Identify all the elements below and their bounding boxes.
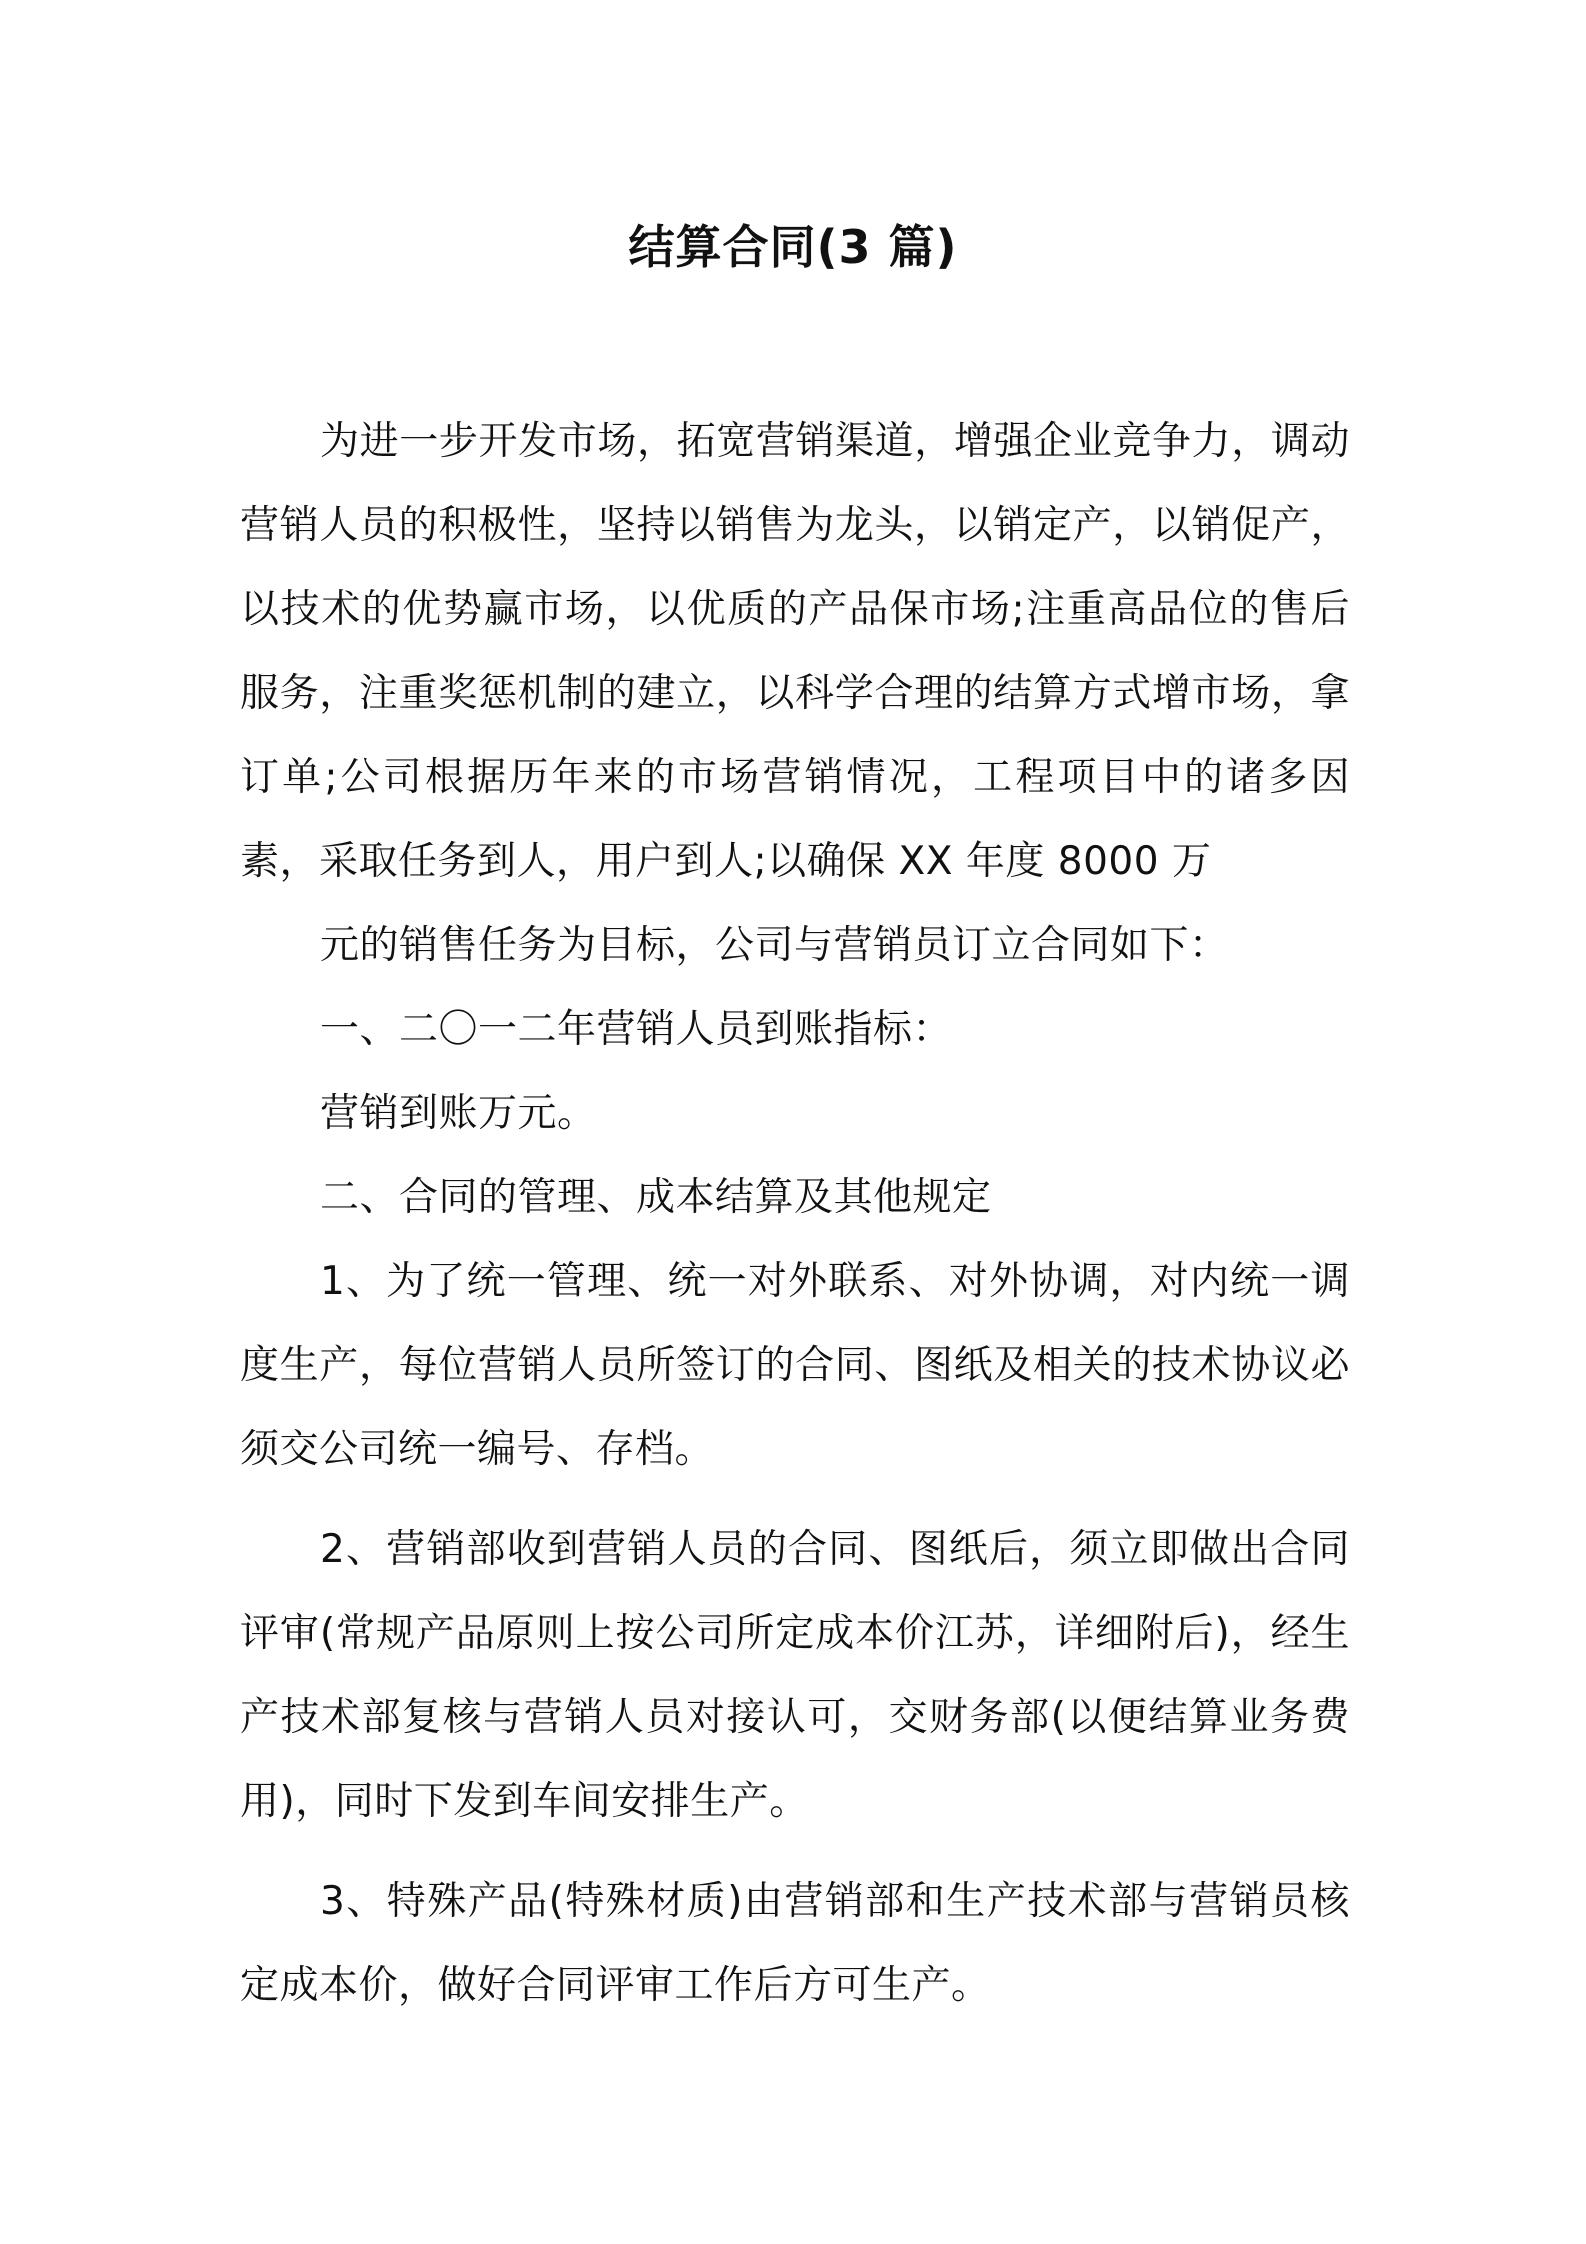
paragraph-target: 元的销售任务为目标，公司与营销员订立合同如下： <box>320 923 1229 968</box>
paragraph-clause-1: 1、为了统一管理、统一对外联系、对外协调，对内统一调度生产，每位营销人员所签订的合同、图纸及相关的技术协议必须交公司统一编号、存档。 <box>240 1259 1350 1472</box>
paragraph-section-one-heading: 一、二〇一二年营销人员到账指标： <box>320 1007 953 1052</box>
paragraph-clause-3: 3、特殊产品(特殊材质)由营销部和生产技术部与营销员核定成本价，做好合同评审工作后方可生产。 <box>240 1879 1350 2008</box>
document-body <box>240 400 1350 2028</box>
paragraph-section-two-heading: 二、合同的管理、成本结算及其他规定 <box>320 1175 992 1220</box>
document-title: 结算合同(3 篇) <box>628 220 958 274</box>
paragraph-intro: 为进一步开发市场，拓宽营销渠道，增强企业竞争力，调动营销人员的积极性，坚持以销售为龙头，以销定产，以销促产，以技术的优势赢市场，以优质的产品保市场;注重高品位的售后服务，注重奖惩机制的建立，以科学合理的结算方式增市场，拿订单;公司根据历年来的市场营销情况，工程项目中的诸多因素，采取任务到人，用户到人;以确保 XX 年度 8000 万 <box>240 419 1350 884</box>
paragraph-clause-2: 2、营销部收到营销人员的合同、图纸后，须立即做出合同评审(常规产品原则上按公司所定成本价江苏，详细附后)，经生产技术部复核与营销人员对接认可，交财务部(以便结算业务费用)，同时下发到车间安排生产。 <box>240 1527 1350 1824</box>
paragraph-section-one-body: 营销到账万元。 <box>320 1091 597 1136</box>
